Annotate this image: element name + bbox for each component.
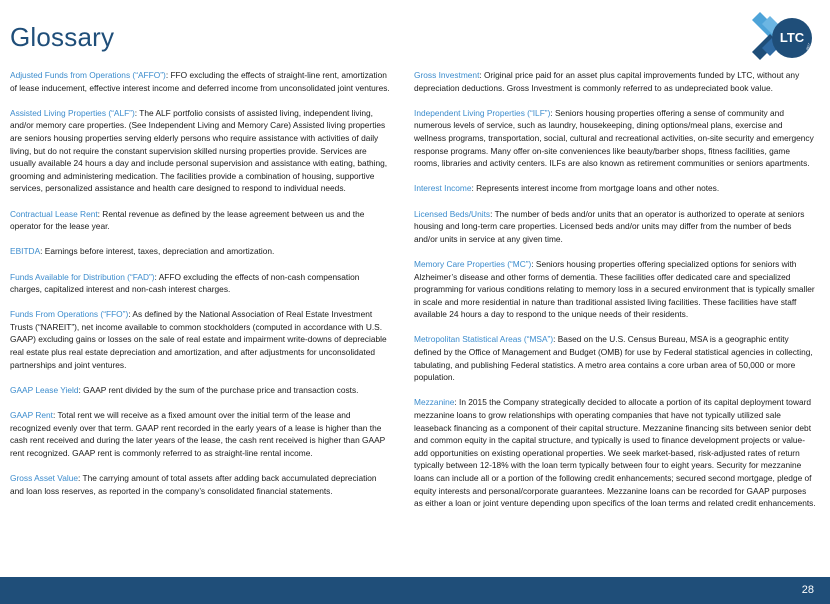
glossary-definition: : In 2015 the Company strategically decided to allocate a portion of its capital deployment toward mezzanine loans to grow relationships with operating companies that have not typically utilized sale leaseback financing as a component of their capital structure. Mezzanine financing sits between senior debt and common equity in the capital structure, and typically is used to finance development projects or value-add opportunities on existing operational properties. We seek market-based, risk-adjusted rates of return typically between 12-18% with the loan term typically between four to eight years. Security for mezzanine loans can include all or a portion of the following credit enhancements; secured second mortgage, pledge of equity interests and personal/corporate guarantees. Mezzanine loans can be recorded for GAAP purposes as either a loan or joint venture depending upon specifics of the loan terms and related credit enhancements. — [414, 397, 816, 509]
glossary-entry — [414, 258, 816, 321]
glossary-term: Licensed Beds/Units — [414, 208, 491, 219]
logo-subtext: REIT — [805, 42, 812, 51]
glossary-entry — [10, 384, 390, 397]
glossary-term: Independent Living Properties (“ILF”) — [414, 107, 551, 118]
glossary-term: Gross Asset Value — [10, 473, 79, 483]
glossary-term: Funds Available for Distribution (“FAD”) — [10, 271, 155, 282]
glossary-definition: : As defined by the National Association of Real Estate Investment Trusts (“NAREIT”), net income available to common stockholders (computed in accordance with U.S. GAAP) excluding gains or losses on the sale of real estate and impairment write-downs of depreciable real estate plus real estate depreciation and amortization, and after adjustments for unconsolidated partnerships and joint ventures. — [10, 309, 387, 370]
glossary-definition: : FFO excluding the effects of straight-line rent, amortization of lease inducement, effective interest income and deferred income from unconsolidated joint ventures. — [10, 70, 390, 93]
glossary-definition: : Rental revenue as defined by the lease agreement between us and the operator for the lease year. — [10, 208, 365, 232]
ltc-logo — [748, 10, 814, 66]
glossary-left-column — [10, 69, 390, 510]
page-number: 28 — [801, 584, 814, 596]
glossary-entry — [414, 396, 816, 509]
glossary-definition: : Earnings before interest, taxes, depreciation and amortization. — [40, 246, 275, 257]
glossary-term: Gross Investment — [414, 70, 480, 80]
glossary-term: Memory Care Properties (“MC”) — [414, 258, 532, 269]
glossary-term: Metropolitan Statistical Areas (“MSA”) — [414, 334, 554, 345]
glossary-entry — [10, 308, 390, 371]
glossary-term: Contractual Lease Rent — [10, 208, 98, 219]
glossary-term: Funds From Operations (“FFO”) — [10, 309, 129, 320]
glossary-definition: : Original price paid for an asset plus capital improvements funded by LTC, without any depreciation deductions. Gross Investment is commonly referred to as undepreciated book value. — [414, 70, 800, 93]
glossary-entry — [10, 472, 390, 497]
glossary-term: GAAP Lease Yield — [10, 384, 79, 395]
glossary-definition: : GAAP rent divided by the sum of the purchase price and transaction costs. — [78, 384, 359, 395]
logo-text: LTC — [779, 30, 805, 45]
glossary-entry — [414, 333, 816, 383]
glossary-term: Interest Income — [414, 183, 472, 194]
footer-bar — [0, 577, 830, 604]
glossary-definition: : The ALF portfolio consists of assisted living, independent living, and/or memory care properties. (See Independent Living and Memory Care) Assisted living properties are seniors housing properties serving elderly persons who require assistance with activities of daily living, but do not require the constant supervision skilled nursing properties provide. Services are usually available 24 hours a day and include personal supervision and assistance with eating, bathing, grooming and administering medication. The facilities provide a combination of housing, supportive services, personalized assistance and health care designed to respond to individual needs. — [10, 107, 388, 194]
glossary-entry — [414, 182, 816, 195]
glossary-definition: : Based on the U.S. Census Bureau, MSA is a geographic entity defined by the Office of Management and Budget (OMB) for use by Federal statistical agencies in collecting, tabulating, and publishing Federal statistics. A metro area contains a core urban area of 50,000 or more population. — [414, 334, 813, 383]
glossary-entry — [10, 245, 390, 258]
glossary-term: Adjusted Funds from Operations (“AFFO”) — [10, 70, 166, 80]
page-title: Glossary — [10, 22, 115, 52]
glossary-definition: : AFFO excluding the effects of non-cash compensation charges, capitalized interest and non-cash interest charges. — [10, 271, 360, 295]
glossary-entry — [10, 208, 390, 233]
glossary-right-column — [414, 69, 816, 522]
glossary-entry — [10, 409, 390, 459]
glossary-entry — [414, 69, 816, 94]
glossary-entry — [10, 271, 390, 296]
glossary-term: Mezzanine — [414, 397, 455, 408]
glossary-definition: : Seniors housing properties offering specialized options for seniors with Alzheimer’s disease and other forms of dementia. These facilities offer dedicated care and specialized programming for various conditions relating to memory loss in a secured environment that is typically smaller in scale and more residential in nature than traditional assisted living facilities. These facilities have staff available 24 hours a day to respond to the unique needs of their residents. — [414, 258, 815, 320]
glossary-term: GAAP Rent — [10, 410, 53, 421]
glossary-definition: : The carrying amount of total assets after adding back accumulated depreciation and loan loss reserves, as reported in the company’s consolidated financial statements. — [10, 473, 377, 496]
glossary-entry — [414, 107, 816, 170]
glossary-entry — [10, 69, 390, 94]
glossary-definition: : The number of beds and/or units that an operator is authorized to operate at seniors housing and long-term care properties. Licensed beds and/or units may differ from the number of beds and/or units in service at any given time. — [414, 208, 805, 244]
glossary-entry — [10, 107, 390, 195]
glossary-term: EBITDA — [10, 246, 41, 257]
glossary-definition: : Represents interest income from mortgage loans and other notes. — [471, 183, 720, 194]
glossary-term: Assisted Living Properties (“ALF”) — [10, 107, 135, 118]
glossary-definition: : Seniors housing properties offering a sense of community and numerous levels of service, such as laundry, housekeeping, dining options/meal plans, exercise and wellness programs, transportation, social, cultural and recreational activities, on-site security and emergency response programs. Many offer on-site conveniences like beauty/barber shops, fitness facilities, game rooms, libraries and activity centers. ILFs are also known as retirement communities or seniors apartments. — [414, 107, 814, 169]
glossary-entry — [414, 208, 816, 246]
glossary-definition: : Total rent we will receive as a fixed amount over the initial term of the lease and recognized evenly over that term. GAAP rent recorded in the early years of a lease is higher than the cash rent received and during the later years of the lease, the cash rent received is higher than GAAP rent recognized. GAAP rent is commonly referred to as straight-line rental income. — [10, 410, 386, 458]
